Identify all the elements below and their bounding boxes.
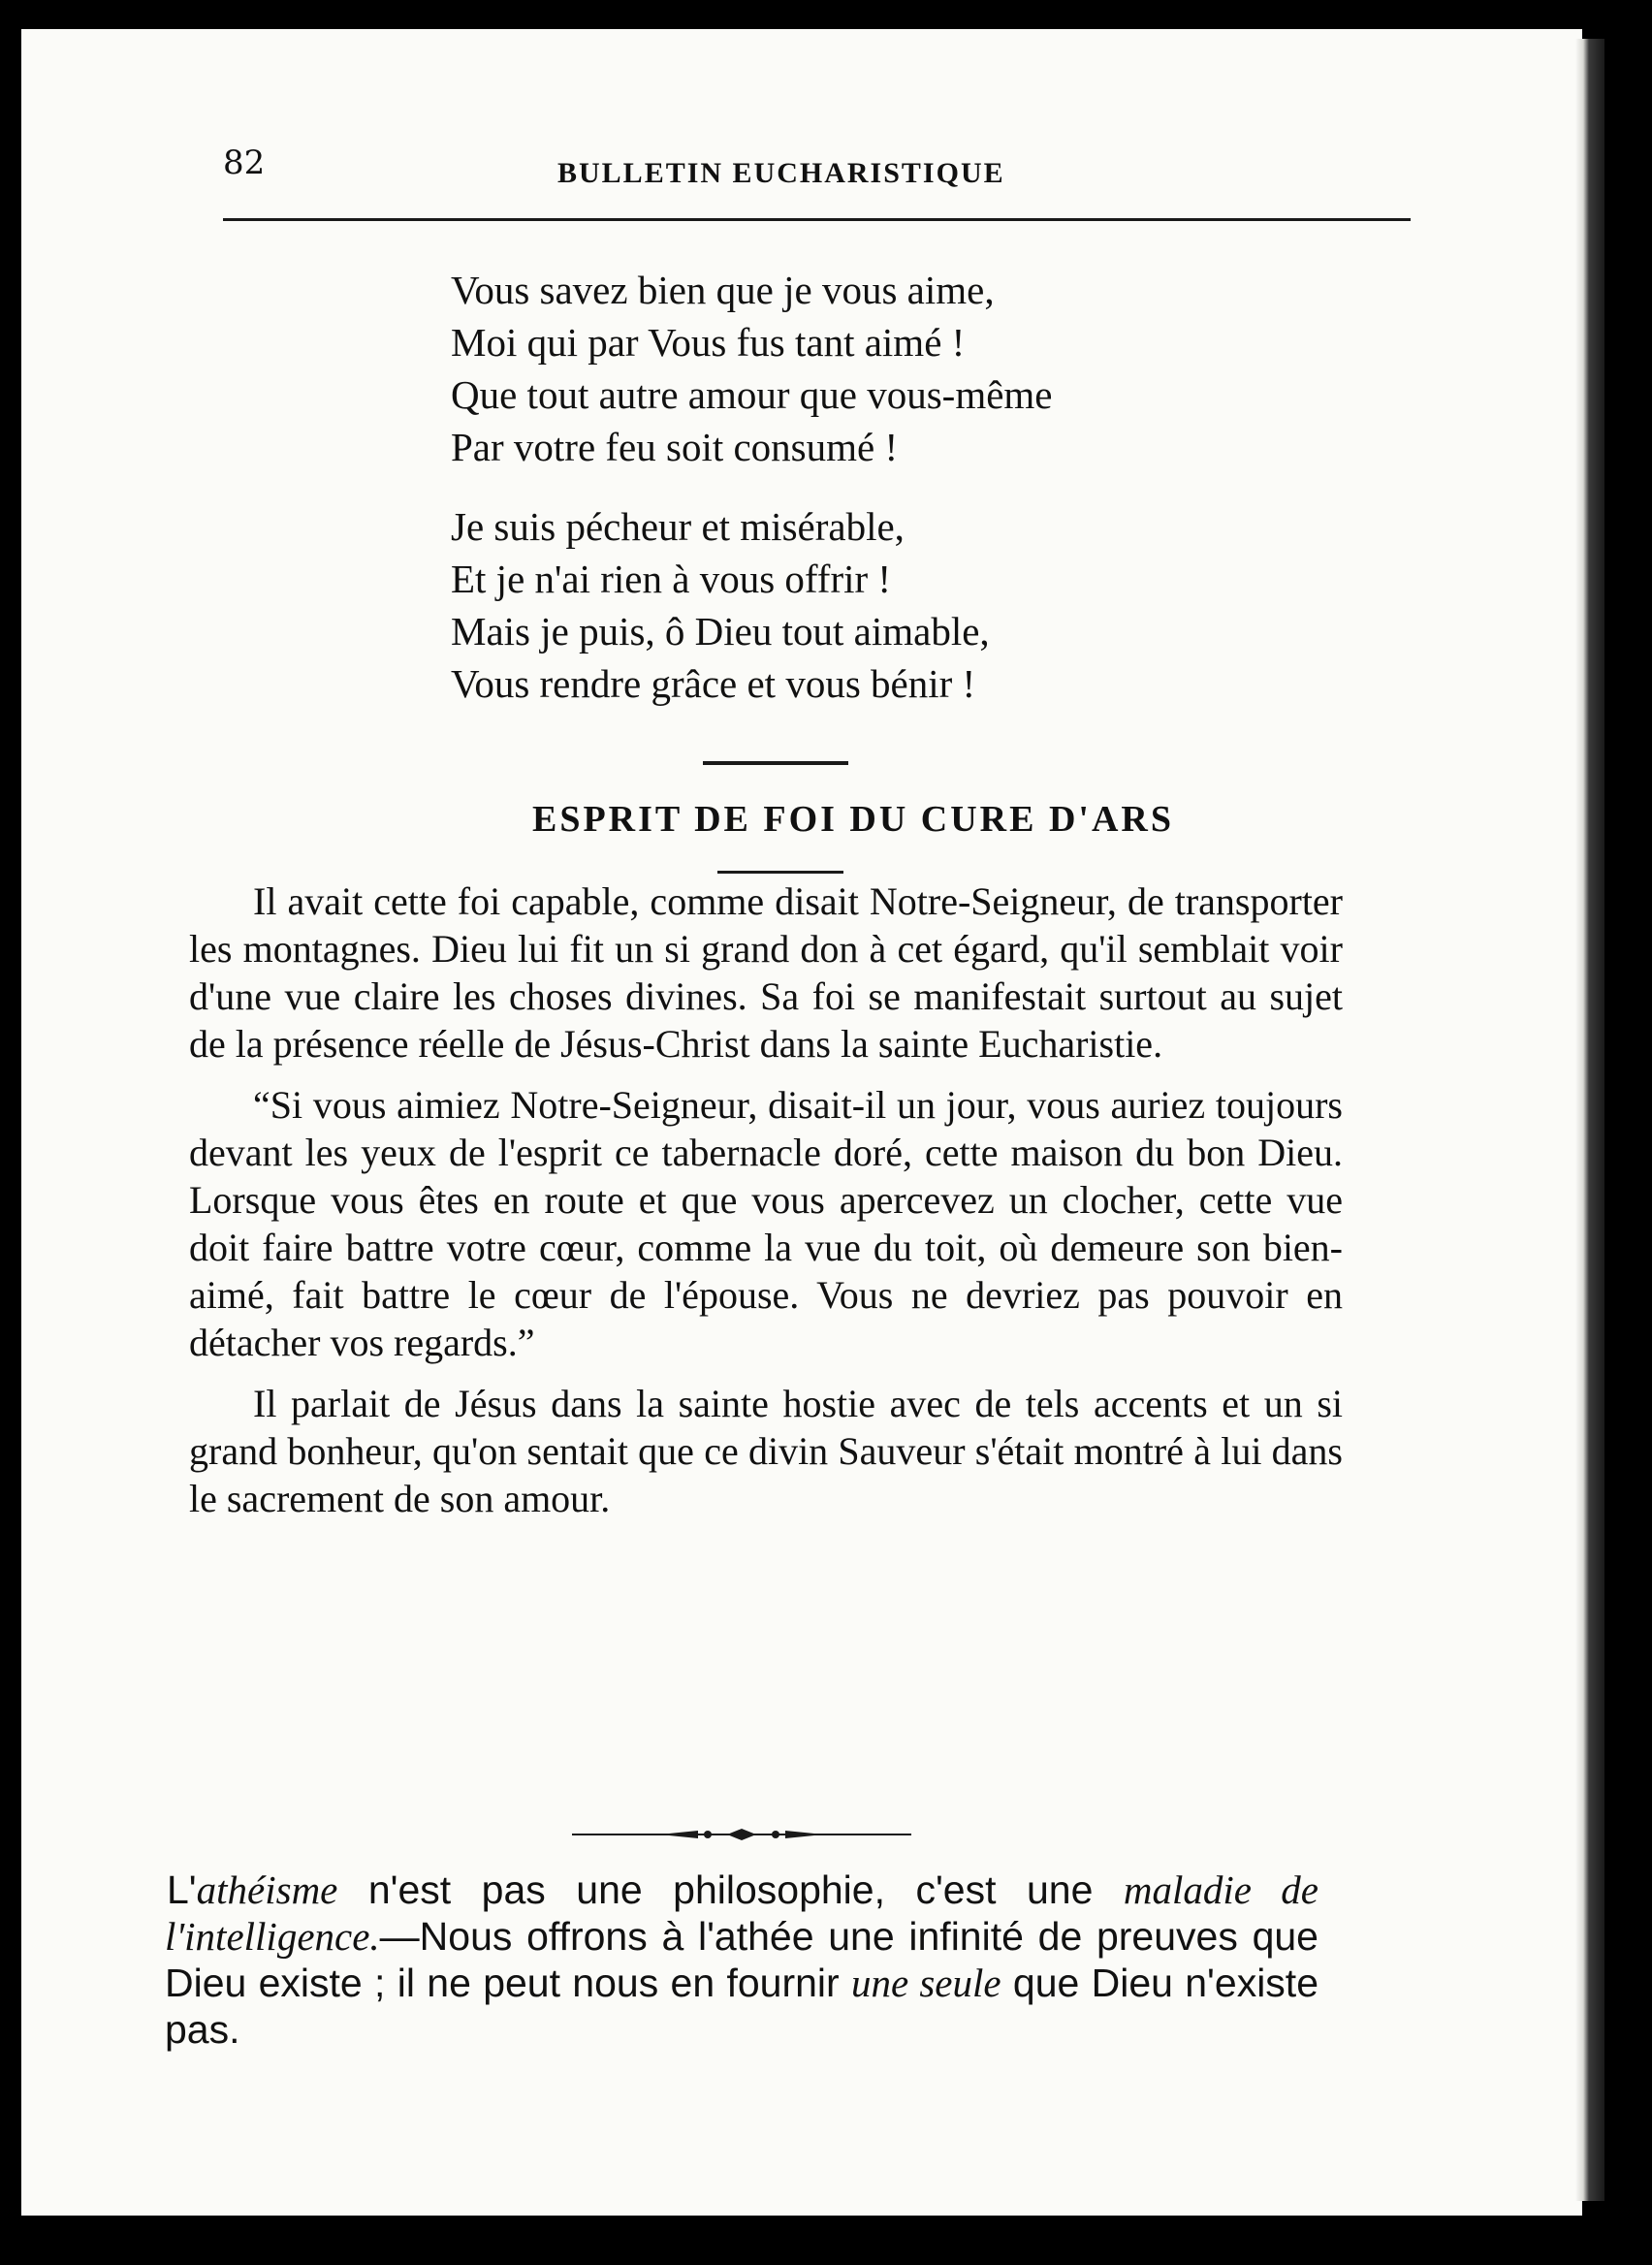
poem-stanza — [451, 264, 1275, 473]
maxim-text: L' — [167, 1867, 197, 1912]
maxim-italic: athéisme — [196, 1867, 338, 1912]
poem-line: Par votre feu soit consumé ! — [451, 425, 899, 469]
maxim-paragraph — [165, 1866, 1318, 2053]
section-rule-top — [703, 761, 848, 765]
poem-line: Vous rendre grâce et vous bénir ! — [451, 661, 976, 706]
article-title: ESPRIT DE FOI DU CURE D'ARS — [531, 799, 1174, 840]
running-title: BULLETIN EUCHARISTIQUE — [557, 157, 1005, 189]
page-edge-shadow — [1575, 39, 1604, 2201]
section-rule-bottom — [717, 871, 843, 874]
poem-line: Vous savez bien que je vous aime, — [451, 268, 995, 312]
maxim-italic: maladie de l'intelligence. — [165, 1867, 1318, 1959]
poem-line: Mais je puis, ô Dieu tout aimable, — [451, 609, 990, 654]
poem-line: Que tout autre amour que vous-même — [451, 372, 1053, 417]
poem-line: Je suis pécheur et misérable, — [451, 504, 905, 549]
article-body — [189, 877, 1343, 1536]
poem-line: Et je n'ai rien à vous offrir ! — [451, 557, 892, 601]
page-number: 82 — [223, 144, 266, 182]
maxim-text: —Nous offrons à l'athée une infinité de preuves que Dieu existe ; il ne peut nous en fournir — [165, 1914, 1318, 2005]
article-paragraph: “Si vous aimiez Notre-Seigneur, disait-il un jour, vous auriez toujours devant les yeux de l'esprit ce tabernacle doré, cette maison du bon Dieu. Lorsque vous êtes en route et que vous apercevez un clocher, cette vue doit faire battre votre cœur, comme la vue du toit, où demeure son bien-aimé, fait battre le cœur de l'épouse. Vous ne devriez pas pouvoir en détacher vos regards.” — [189, 1083, 1343, 1364]
poem — [451, 264, 1275, 737]
poem-stanza — [451, 500, 1275, 710]
maxim-text: que Dieu n'existe pas. — [165, 1961, 1318, 2052]
header-rule — [223, 218, 1411, 221]
article-paragraph: Il parlait de Jésus dans la sainte hostie avec de tels accents et un si grand bonheur, qu'on sentait que ce divin Sauveur s'était montré à lui dans le sacrement de son amour. — [189, 1382, 1343, 1520]
article-paragraph: Il avait cette foi capable, comme disait Notre-Seigneur, de transporter les montagnes. Dieu lui fit un si grand don à cet égard, qu'il semblait voir d'une vue claire les choses divines. Sa foi se manifestait surtout au sujet de la présence réelle de Jésus-Christ dans la sainte Eucharistie. — [189, 879, 1343, 1066]
poem-line: Moi qui par Vous fus tant aimé ! — [451, 320, 966, 365]
maxim-text: n'est pas une philosophie, c'est une — [337, 1867, 1124, 1912]
page-header — [199, 136, 1391, 194]
ornament-divider — [572, 1825, 911, 1844]
maxim — [165, 1866, 1318, 2053]
maxim-italic: une seule — [850, 1961, 1001, 2005]
